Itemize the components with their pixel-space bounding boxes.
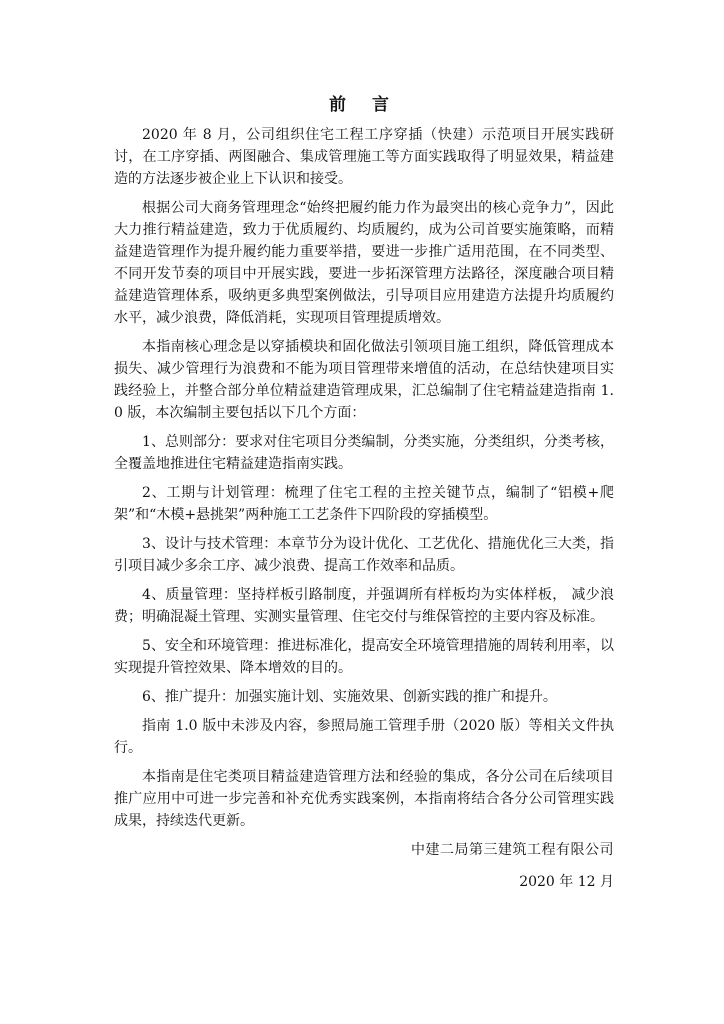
list-item-quality: 4、质量管理：坚持样板引路制度，并强调所有样板均为实体样板， 减少浪费；明确混凝土管理、实测实量管理、住宅交付与维保管控的主要内容及标准。 — [114, 587, 614, 625]
signature-date: 2020 年 12 月 — [519, 874, 614, 890]
paragraph-background: 2020 年 8 月，公司组织住宅工程工序穿插（快建）示范项目开展实践研讨，在工序穿插、两图融合、集成管理施工等方面实践取得了明显效果，精益建造的方法逐步被企业上下认识和接受。 — [114, 127, 614, 187]
page-title: 前 言 — [329, 95, 399, 115]
signature-organization: 中建二局第三建筑工程有限公司 — [411, 842, 614, 858]
list-item-schedule: 2、工期与计划管理：梳理了住宅工程的主控关键节点，编制了“铝模+爬架”和“木模+悬挑架”两种施工工艺条件下四阶段的穿插模型。 — [114, 485, 614, 523]
document-page — [114, 92, 614, 893]
paragraph-philosophy: 根据公司大商务管理理念“始终把履约能力作为最突出的核心竞争力”，因此大力推行精益建造，致力于优质履约、均质履约，成为公司首要实施策略，而精益建造管理作为提升履约能力重要举措，要进一步推广适用范围，在不同类型、不同开发节奏的项目中开展实践，要进一步拓深管理方法路径，深度融合项目精益建造管理体系，吸纳更多典型案例做法，引导项目应用建造方法提升均质履约水平，减少浪费，降低消耗，实现项目管理提质增效。 — [114, 200, 614, 326]
list-item-promotion: 6、推广提升：加强实施计划、实施效果、创新实践的推广和提升。 — [142, 689, 557, 705]
paragraph-core-concept: 本指南核心理念是以穿插模块和固化做法引领项目施工组织，降低管理成本损失、减少管理行为浪费和不能为项目管理带来增值的活动，在总结快建项目实践经验上，并整合部分单位精益建造管理成果，汇总编制了住宅精益建造指南 1.0 版，本次编制主要包括以下几个方面： — [114, 339, 614, 421]
list-item-general: 1、总则部分：要求对住宅项目分类编制，分类实施，分类组织，分类考核，全覆盖地推进住宅精益建造指南实践。 — [114, 434, 614, 472]
paragraph-reference: 指南 1.0 版中未涉及内容，参照局施工管理手册（2020 版）等相关文件执行。 — [114, 718, 614, 756]
list-item-safety: 5、安全和环境管理：推进标准化，提高安全环境管理措施的周转利用率，以实现提升管控效果、降本增效的目的。 — [114, 638, 614, 676]
paragraph-closing: 本指南是住宅类项目精益建造管理方法和经验的集成，各分公司在后续项目推广应用中可进一步完善和补充优秀实践案例，本指南将结合各分公司管理实践成果，持续迭代更新。 — [114, 769, 614, 829]
list-item-design: 3、设计与技术管理：本章节分为设计优化、工艺优化、措施优化三大类，指引项目减少多余工序、减少浪费、提高工作效率和品质。 — [114, 536, 614, 574]
